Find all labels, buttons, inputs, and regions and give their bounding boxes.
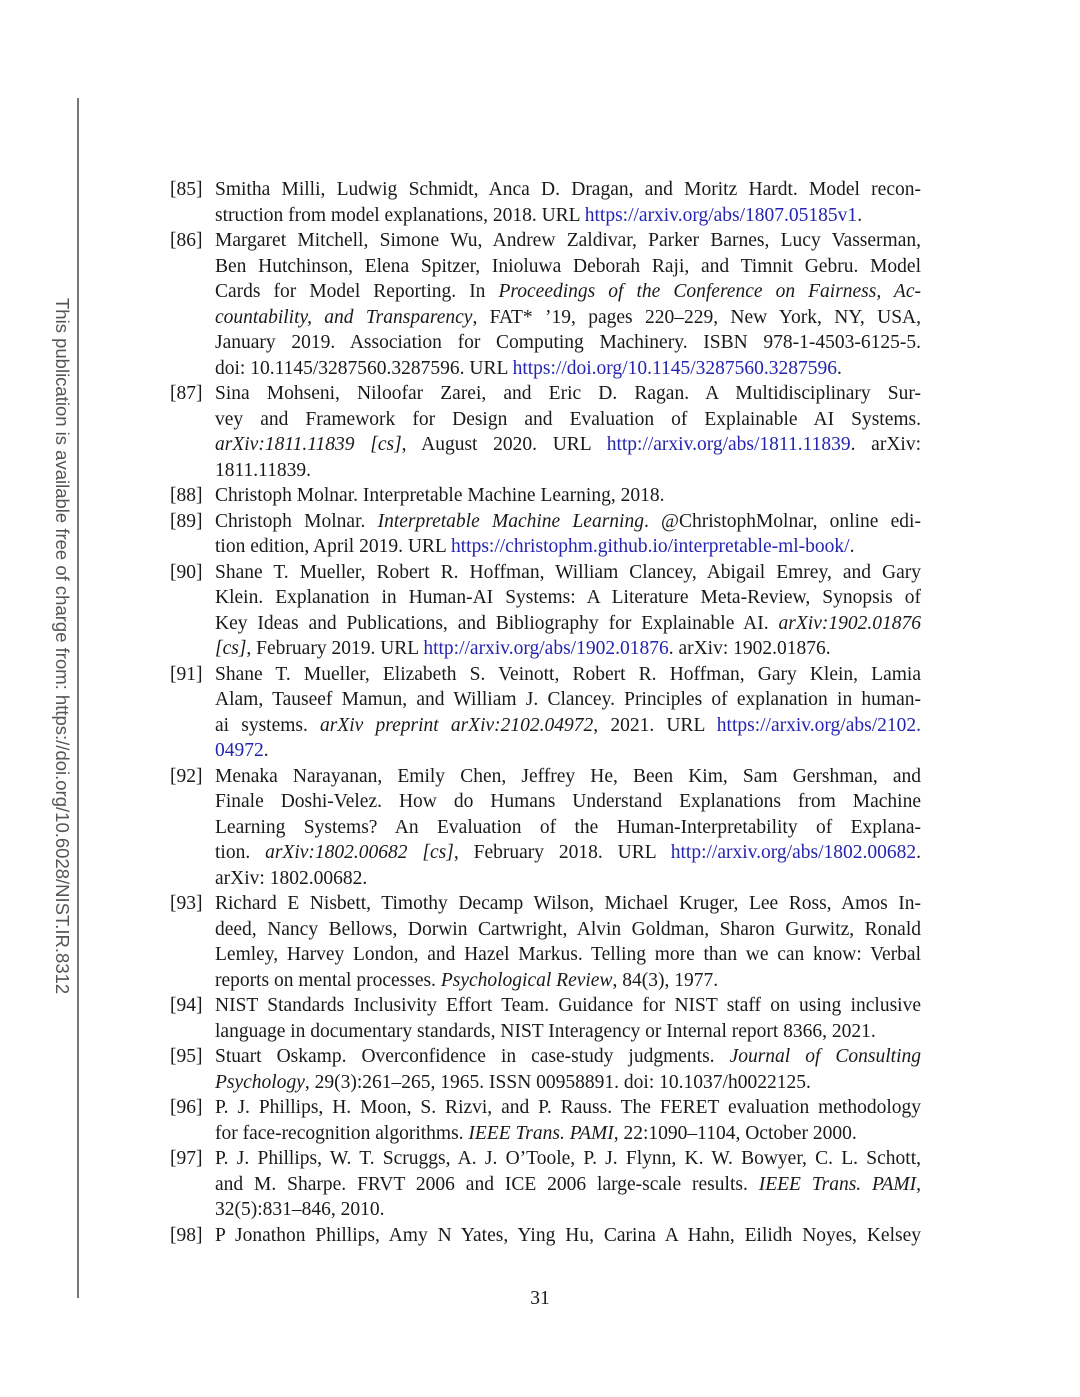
reference-line	[215, 177, 921, 203]
margin-rule	[77, 98, 79, 1298]
reference-text: .	[857, 204, 863, 226]
reference-text: tion edition, April 2019. URL	[215, 536, 451, 557]
italic-text: countability, and Transparency	[215, 306, 473, 328]
italic-text: Psychology	[215, 1071, 305, 1093]
reference-text: Margaret Mitchell, Simone Wu, Andrew Zaldivar, Parker Barnes, Lucy Vasserman,	[215, 230, 921, 251]
reference-line	[215, 279, 921, 305]
reference-entry	[170, 509, 921, 560]
reference-line	[215, 738, 921, 764]
reference-link[interactable]: https://christophm.github.io/interpretable-ml-book/	[450, 536, 850, 557]
reference-entry	[170, 228, 921, 381]
reference-text: Stuart Oskamp. Overconfidence in case-study judgments.	[215, 1046, 730, 1067]
reference-text: . @ChristophMolnar, online edi-	[643, 510, 921, 532]
reference-label: [89]	[170, 510, 203, 532]
reference-text: Learning Systems? An Evaluation of the Human-Interpretability of Explana-	[215, 816, 921, 838]
reference-line	[215, 1070, 921, 1096]
reference-text: Richard E Nisbett, Timothy Decamp Wilson, Michael Kruger, Lee Ross, Amos In-	[215, 893, 921, 914]
reference-text: ai systems.	[215, 714, 321, 736]
reference-label: [92]	[170, 765, 203, 787]
reference-line	[215, 381, 921, 407]
reference-text: January 2019. Association for Computing Machinery. ISBN 978-1-4503-6125-5.	[215, 332, 921, 353]
reference-line	[215, 330, 921, 356]
reference-text: , 84(3), 1977.	[612, 969, 719, 991]
reference-line	[215, 1095, 921, 1121]
reference-text: .	[263, 740, 269, 761]
reference-line	[215, 662, 921, 688]
reference-line	[215, 534, 921, 560]
reference-entry	[170, 483, 921, 509]
reference-text: , FAT* ’19, pages 220–229, New York, NY, USA,	[472, 306, 921, 328]
reference-text: and M. Sharpe. FRVT 2006 and ICE 2006 large-scale results.	[215, 1173, 759, 1195]
reference-entry	[170, 662, 921, 764]
reference-text: Shane T. Mueller, Robert R. Hoffman, William Clancey, Abigail Emrey, and Gary	[215, 561, 921, 583]
reference-line	[215, 611, 921, 637]
reference-line	[215, 993, 921, 1019]
reference-text: 1811.11839.	[215, 459, 312, 481]
reference-line	[215, 432, 921, 458]
italic-text: arXiv preprint arXiv:2102.04972	[320, 714, 594, 736]
reference-label: [86]	[170, 230, 203, 251]
reference-text: arXiv: 1802.00682.	[215, 867, 368, 889]
reference-text: , August 2020. URL	[401, 434, 607, 455]
reference-text: P. J. Phillips, H. Moon, S. Rizvi, and P. Rauss. The FERET evaluation methodology	[215, 1097, 921, 1118]
reference-line	[215, 560, 921, 586]
reference-line	[215, 509, 921, 535]
reference-label: [85]	[170, 179, 203, 200]
reference-entry	[170, 1044, 921, 1095]
reference-link[interactable]: https://doi.org/10.1145/3287560.3287596	[512, 357, 838, 379]
italic-text: IEEE Trans. PAMI	[758, 1173, 917, 1195]
reference-line	[215, 815, 921, 841]
reference-entry	[170, 993, 921, 1044]
reference-entry	[170, 560, 921, 662]
reference-line	[215, 407, 921, 433]
reference-text: Ben Hutchinson, Elena Spitzer, Inioluwa Deborah Raji, and Timnit Gebru. Model	[215, 255, 921, 277]
reference-line	[215, 866, 921, 892]
reference-text: Lemley, Harvey London, and Hazel Markus. Telling more than we can know: Verbal	[215, 944, 921, 965]
reference-label: [98]	[170, 1224, 203, 1246]
reference-text: , February 2019. URL	[246, 638, 424, 659]
reference-line	[215, 458, 921, 484]
reference-line	[215, 968, 921, 994]
reference-line	[215, 687, 921, 713]
italic-text: Interpretable Machine Learning	[377, 510, 644, 532]
reference-list	[170, 177, 921, 1248]
reference-entry	[170, 891, 921, 993]
reference-line	[215, 585, 921, 611]
reference-link[interactable]: http://arxiv.org/abs/1811.11839	[606, 434, 851, 455]
reference-line	[215, 1172, 921, 1198]
italic-text: arXiv:1802.00682 [cs]	[265, 842, 454, 863]
reference-text: language in documentary standards, NIST Interagency or Internal report 8366, 2021.	[215, 1020, 876, 1042]
reference-line	[215, 356, 921, 382]
reference-label: [88]	[170, 485, 203, 506]
reference-text: reports on mental processes.	[215, 969, 441, 991]
reference-text: deed, Nancy Bellows, Dorwin Cartwright, Alvin Goldman, Sharon Gurwitz, Ronald	[215, 918, 921, 940]
italic-text: Journal of Consulting	[729, 1046, 921, 1067]
reference-link[interactable]: 04972	[215, 740, 264, 761]
reference-entry	[170, 177, 921, 228]
reference-text: NIST Standards Inclusivity Effort Team. Guidance for NIST staff on using inclusive	[215, 995, 921, 1016]
reference-line	[215, 636, 921, 662]
reference-line	[215, 1121, 921, 1147]
reference-entry	[170, 1095, 921, 1146]
reference-line	[215, 1146, 921, 1172]
reference-text: . arXiv:	[850, 434, 921, 455]
reference-text: doi: 10.1145/3287560.3287596. URL	[215, 357, 513, 379]
reference-entry	[170, 764, 921, 892]
reference-label: [95]	[170, 1046, 203, 1067]
reference-line	[215, 483, 921, 509]
reference-label: [87]	[170, 383, 203, 404]
reference-text: P Jonathon Phillips, Amy N Yates, Ying Hu, Carina A Hahn, Eilidh Noyes, Kelsey	[215, 1224, 921, 1246]
reference-text: struction from model explanations, 2018. URL	[215, 204, 585, 226]
reference-text: tion.	[215, 842, 266, 863]
reference-text: .	[849, 536, 855, 557]
reference-text: .	[837, 357, 842, 379]
reference-line	[215, 942, 921, 968]
italic-text: arXiv:1811.11839 [cs]	[215, 434, 402, 455]
reference-text: , 2021. URL	[593, 714, 717, 736]
reference-text: Christoph Molnar.	[215, 510, 378, 532]
reference-label: [97]	[170, 1148, 203, 1169]
reference-line	[215, 764, 921, 790]
sidebar-publication-notice: This publication is available free of charge from: https://doi.org/10.6028/NIST.IR.8312	[52, 298, 73, 995]
reference-text: Finale Doshi-Velez. How do Humans Understand Explanations from Machine	[215, 791, 921, 812]
reference-line	[215, 254, 921, 280]
reference-text: ,	[916, 1173, 921, 1195]
reference-line	[215, 228, 921, 254]
reference-line	[215, 840, 921, 866]
italic-text: arXiv:1902.01876	[778, 612, 921, 634]
reference-text: vey and Framework for Design and Evaluation of Explainable AI Systems.	[215, 408, 921, 430]
reference-label: [96]	[170, 1097, 203, 1118]
reference-entry	[170, 1146, 921, 1223]
reference-text: Christoph Molnar. Interpretable Machine Learning, 2018.	[215, 485, 665, 506]
reference-link[interactable]: http://arxiv.org/abs/1902.01876	[423, 638, 669, 659]
reference-text: Menaka Narayanan, Emily Chen, Jeffrey He, Been Kim, Sam Gershman, and	[215, 765, 921, 787]
reference-text: Key Ideas and Publications, and Bibliography for Explainable AI.	[215, 612, 779, 634]
reference-text: , 22:1090–1104, October 2000.	[613, 1122, 857, 1144]
reference-text: P. J. Phillips, W. T. Scruggs, A. J. O’Toole, P. J. Flynn, K. W. Bowyer, C. L. Schott,	[215, 1148, 921, 1169]
reference-text: .	[916, 842, 921, 863]
italic-text: Proceedings of the Conference on Fairness, Ac-	[498, 281, 921, 302]
reference-line	[215, 1197, 921, 1223]
page-number: 31	[530, 1288, 550, 1309]
reference-link[interactable]: https://arxiv.org/abs/2102.	[716, 714, 921, 736]
reference-text: , 29(3):261–265, 1965. ISSN 00958891. doi: 10.1037/h0022125.	[304, 1071, 811, 1093]
italic-text: IEEE Trans. PAMI	[468, 1122, 614, 1144]
reference-text: . arXiv: 1902.01876.	[668, 638, 831, 659]
reference-line	[215, 1019, 921, 1045]
reference-line	[215, 789, 921, 815]
reference-text: for face-recognition algorithms.	[215, 1122, 469, 1144]
reference-line	[215, 713, 921, 739]
reference-line	[215, 1044, 921, 1070]
reference-text: , February 2018. URL	[453, 842, 671, 863]
reference-label: [91]	[170, 663, 203, 685]
reference-label: [93]	[170, 893, 203, 914]
reference-link[interactable]: https://arxiv.org/abs/1807.05185v1	[584, 204, 858, 226]
reference-label: [94]	[170, 995, 203, 1016]
italic-text: [cs]	[215, 638, 247, 659]
reference-line	[215, 203, 921, 229]
reference-label: [90]	[170, 561, 203, 583]
reference-text: Cards for Model Reporting. In	[215, 281, 499, 302]
reference-link[interactable]: http://arxiv.org/abs/1802.00682	[670, 842, 917, 863]
reference-text: Alam, Tauseef Mamun, and William J. Clancey. Principles of explanation in human-	[215, 689, 921, 710]
reference-text: Smitha Milli, Ludwig Schmidt, Anca D. Dragan, and Moritz Hardt. Model recon-	[215, 179, 921, 200]
reference-line	[215, 305, 921, 331]
italic-text: Psychological Review	[440, 969, 613, 991]
reference-line	[215, 917, 921, 943]
reference-text: 32(5):831–846, 2010.	[215, 1199, 385, 1220]
reference-line	[215, 891, 921, 917]
reference-text: Shane T. Mueller, Elizabeth S. Veinott, Robert R. Hoffman, Gary Klein, Lamia	[215, 663, 921, 685]
reference-entry	[170, 1223, 921, 1249]
reference-text: Sina Mohseni, Niloofar Zarei, and Eric D. Ragan. A Multidisciplinary Sur-	[215, 383, 921, 404]
reference-text: Klein. Explanation in Human-AI Systems: A Literature Meta-Review, Synopsis of	[215, 587, 921, 608]
reference-line	[215, 1223, 921, 1249]
reference-entry	[170, 381, 921, 483]
